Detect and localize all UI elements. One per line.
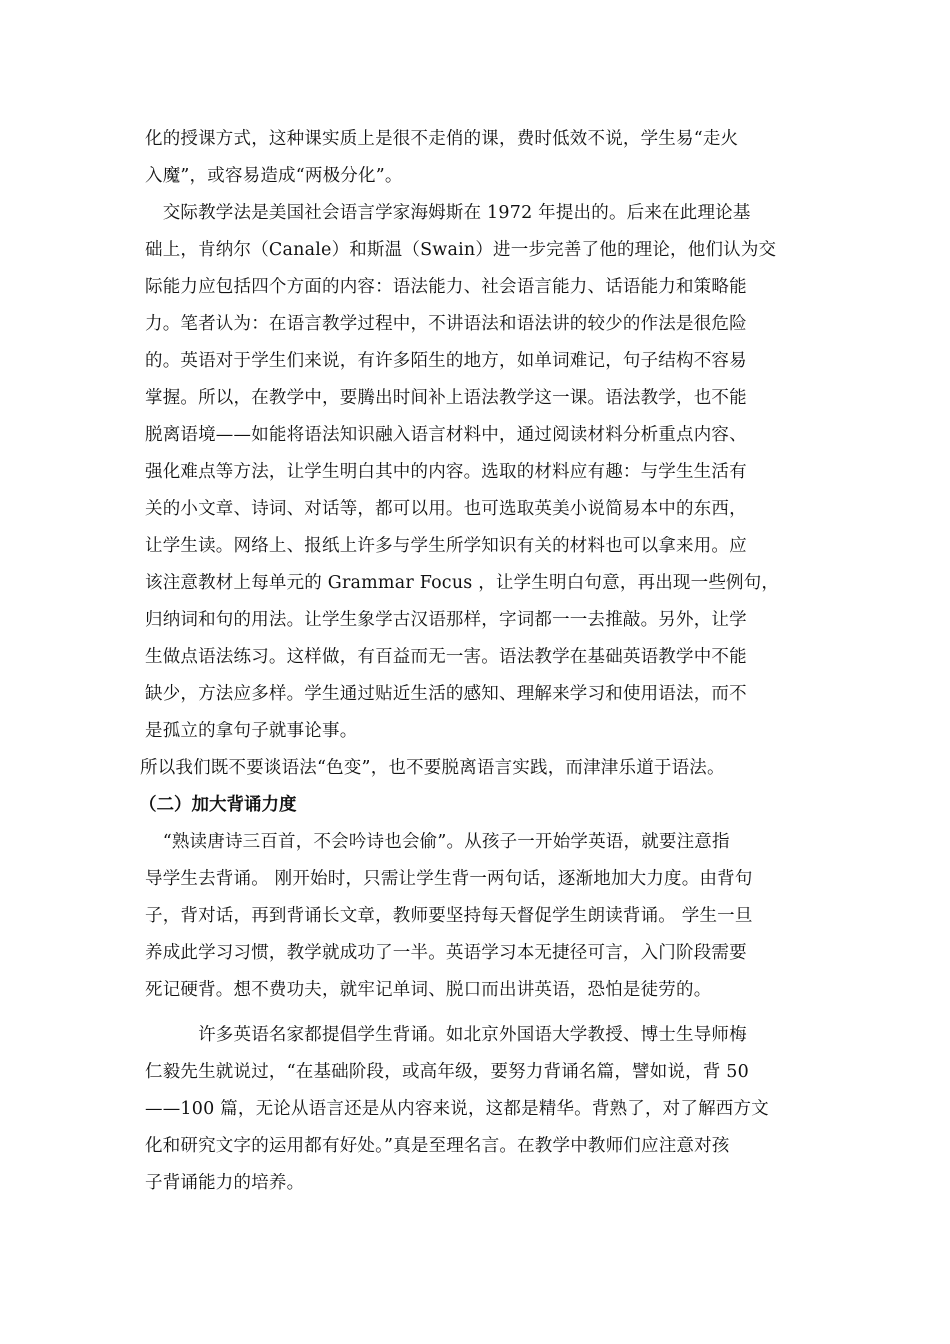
text-line: 让学生读。网络上、报纸上许多与学生所学知识有关的材料也可以拿来用。应 bbox=[145, 536, 747, 556]
paragraph-block-2 bbox=[140, 750, 809, 787]
text-line: 许多英语名家都提倡学生背诵。如北京外国语大学教授、博士生导师梅 bbox=[145, 1025, 747, 1045]
text-line: 该注意教材上每单元的 Grammar Focus ，让学生明白句意，再出现一些例句， bbox=[145, 573, 780, 593]
text-line: 子背诵能力的培养。 bbox=[145, 1173, 305, 1193]
text-line: 强化难点等方法，让学生明白其中的内容。选取的材料应有趣：与学生生活有 bbox=[145, 462, 747, 482]
text-line: 所以我们既不要谈语法“色变”，也不要脱离语言实践，而津津乐道于语法。 bbox=[140, 758, 725, 778]
text-line: 归纳词和句的用法。让学生象学古汉语那样，字词都一一去推敲。另外，让学 bbox=[145, 610, 747, 630]
paragraph-block-4 bbox=[145, 1017, 809, 1202]
text-line: 力。笔者认为：在语言教学过程中，不讲语法和语法讲的较少的作法是很危险 bbox=[145, 314, 747, 334]
text-line: 子，背对话，再到背诵长文章，教师要坚持每天督促学生朗读背诵。 学生一旦 bbox=[145, 906, 753, 926]
text-line: 交际教学法是美国社会语言学家海姆斯在 1972 年提出的。后来在此理论基 bbox=[145, 203, 751, 223]
text-line: 入魔”，或容易造成“两极分化”。 bbox=[145, 166, 403, 186]
text-line: ——100 篇，无论从语言还是从内容来说，这都是精华。背熟了，对了解西方文 bbox=[145, 1099, 769, 1119]
text-line: 脱离语境——如能将语法知识融入语言材料中，通过阅读材料分析重点内容、 bbox=[145, 425, 747, 445]
text-line: 死记硬背。想不费功夫，就牢记单词、脱口而出讲英语，恐怕是徒劳的。 bbox=[145, 980, 712, 1000]
text-line: 缺少，方法应多样。学生通过贴近生活的感知、理解来学习和使用语法，而不 bbox=[145, 684, 747, 704]
text-line: 的。英语对于学生们来说，有许多陌生的地方，如单词难记，句子结构不容易 bbox=[145, 351, 747, 371]
text-line: 是孤立的拿句子就事论事。 bbox=[145, 721, 358, 741]
paragraph-spacer bbox=[145, 1009, 809, 1017]
section-heading: （二）加大背诵力度 bbox=[139, 795, 297, 815]
text-line: 际能力应包括四个方面的内容：语法能力、社会语言能力、话语能力和策略能 bbox=[145, 277, 747, 297]
document-body bbox=[139, 121, 809, 1202]
text-line: 生做点语法练习。这样做，有百益而无一害。语法教学在基础英语教学中不能 bbox=[145, 647, 747, 667]
text-line: “熟读唐诗三百首，不会吟诗也会偷”。从孩子一开始学英语，就要注意指 bbox=[145, 832, 730, 852]
text-line: 础上，肯纳尔（Canale）和斯温（Swain）进一步完善了他的理论，他们认为交 bbox=[145, 240, 777, 260]
paragraph-block-3 bbox=[145, 824, 809, 1009]
text-line: 关的小文章、诗词、对话等，都可以用。也可选取英美小说简易本中的东西， bbox=[145, 499, 747, 519]
text-line: 仁毅先生就说过，“在基础阶段，或高年级，要努力背诵名篇，譬如说，背 50 bbox=[145, 1062, 749, 1082]
text-line: 化的授课方式，这种课实质上是很不走俏的课，费时低效不说，学生易“走火 bbox=[145, 129, 739, 149]
text-line: 导学生去背诵。 刚开始时，只需让学生背一两句话，逐渐地加大力度。由背句 bbox=[145, 869, 753, 889]
paragraph-block-1 bbox=[145, 121, 809, 750]
text-line: 养成此学习习惯，教学就成功了一半。英语学习本无捷径可言，入门阶段需要 bbox=[145, 943, 747, 963]
text-line: 掌握。所以，在教学中，要腾出时间补上语法教学这一课。语法教学，也不能 bbox=[145, 388, 747, 408]
text-line: 化和研究文字的运用都有好处。”真是至理名言。在教学中教师们应注意对孩 bbox=[145, 1136, 730, 1156]
